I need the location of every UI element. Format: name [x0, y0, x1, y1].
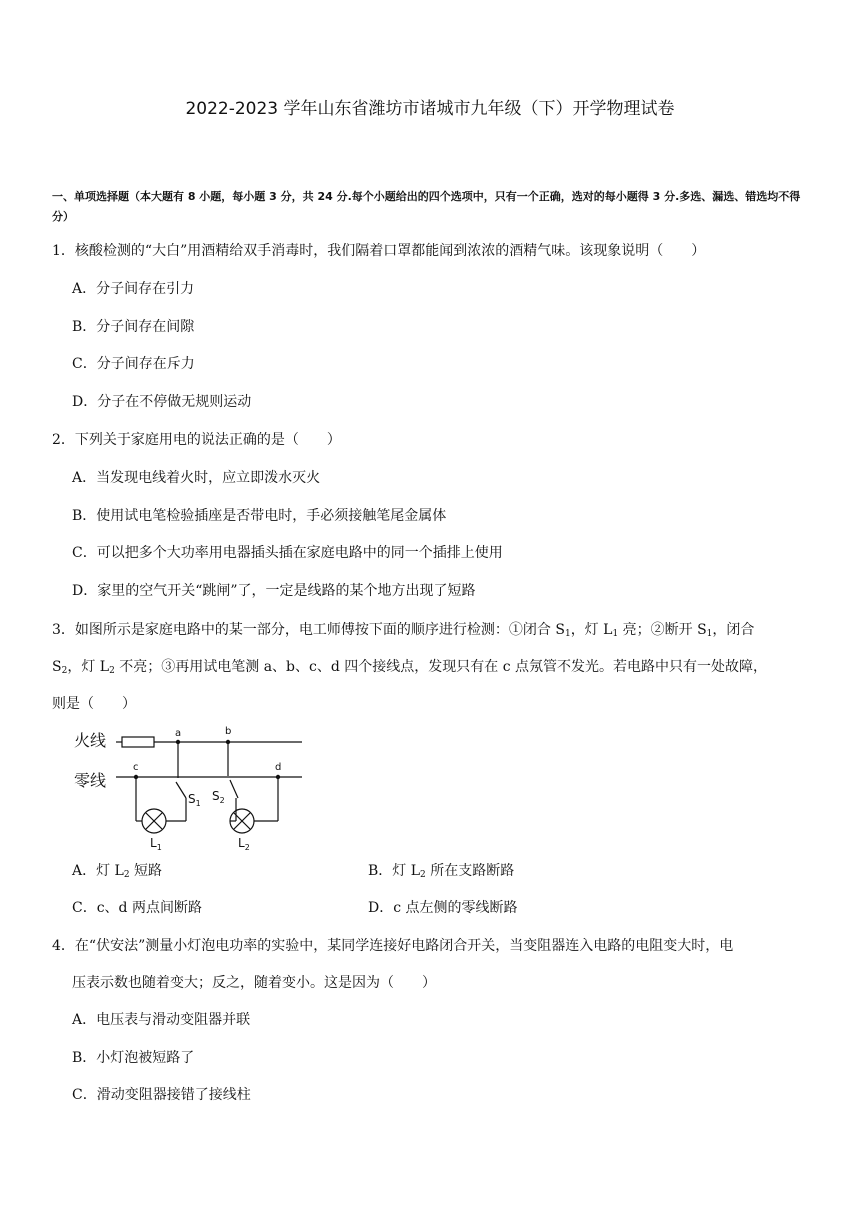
question-3-stem-line-2: $S_2$，灯 $L_2$ 不亮；③再用试电笔测 a、b、c、d 四个接线点，发现只有在 c 点氖管不发光。若电路中只有一处故障，: [52, 659, 768, 676]
circuit-diagram: [70, 720, 310, 850]
question-1-stem: 1．核酸检测的“大白”用酒精给双手消毒时，我们隔着口罩都能闻到浓浓的酒精气味。该现象说明（ ）: [52, 243, 706, 259]
question-1-option-c: C．分子间存在斥力: [72, 356, 195, 372]
question-4-stem-line-1: 4．在“伏安法”测量小灯泡电功率的实验中，某同学连接好电路闭合开关，当变阻器连入电路的电阻变大时，电: [52, 938, 734, 954]
question-3-option-a: A．灯 $L_2$ 短路: [72, 863, 163, 880]
lamp-1-icon: [142, 809, 166, 833]
question-4-option-c: C．滑动变阻器接错了接线柱: [72, 1087, 251, 1103]
question-3-stem-line-1: 3．如图所示是家庭电路中的某一部分，电工师傅按下面的顺序进行检测：①闭合 $S_1$，灯 $L_1$ 亮；②断开 $S_1$，闭合: [52, 622, 755, 639]
question-3-stem-line-3: 则是（ ）: [52, 696, 136, 712]
question-1-option-a: A．分子间存在引力: [72, 281, 195, 297]
question-3-option-b: B．灯 $L_2$ 所在支路断路: [368, 863, 515, 880]
live-wire-label: 火线: [74, 731, 107, 750]
lamp-1-label: $L_1$: [150, 836, 162, 850]
switch-2-label: $S_2$: [212, 789, 225, 805]
question-3-option-d: D．c 点左侧的零线断路: [368, 900, 518, 916]
question-2-option-a: A．当发现电线着火时，应立即泼水灭火: [72, 470, 321, 486]
point-a-label: a: [175, 728, 182, 739]
question-1-option-b: B．分子间存在间隙: [72, 319, 195, 335]
page-title: 2022-2023 学年山东省潍坊市诸城市九年级（下）开学物理试卷: [185, 99, 675, 119]
question-2-option-d: D．家里的空气开关“跳闸”了，一定是线路的某个地方出现了短路: [72, 583, 476, 599]
section-heading: 一、单项选择题（本大题有 8 小题，每小题 3 分，共 24 分.每个小题给出的四个选项中，只有一个正确，选对的每小题得 3 分.多选、漏选、错选均不得分）: [52, 190, 801, 223]
question-2-stem: 2．下列关于家庭用电的说法正确的是（ ）: [52, 432, 341, 448]
question-2-option-b: B．使用试电笔检验插座是否带电时，手必须接触笔尾金属体: [72, 508, 447, 524]
question-4-option-b: B．小灯泡被短路了: [72, 1050, 195, 1066]
lamp-2-label: $L_2$: [238, 836, 250, 850]
question-3-option-c: C．c、d 两点间断路: [72, 900, 202, 916]
question-4-option-a: A．电压表与滑动变阻器并联: [72, 1012, 251, 1028]
point-d-label: d: [275, 762, 282, 773]
question-1-option-d: D．分子在不停做无规则运动: [72, 394, 252, 410]
switch-1-label: $S_1$: [188, 792, 201, 808]
point-c-label: c: [133, 762, 139, 773]
question-2-option-c: C．可以把多个大功率用电器插头插在家庭电路中的同一个插排上使用: [72, 545, 503, 561]
point-b-label: b: [225, 726, 232, 737]
question-4-stem-line-2: 压表示数也随着变大；反之，随着变小。这是因为（ ）: [72, 975, 436, 991]
neutral-wire-label: 零线: [74, 771, 107, 790]
